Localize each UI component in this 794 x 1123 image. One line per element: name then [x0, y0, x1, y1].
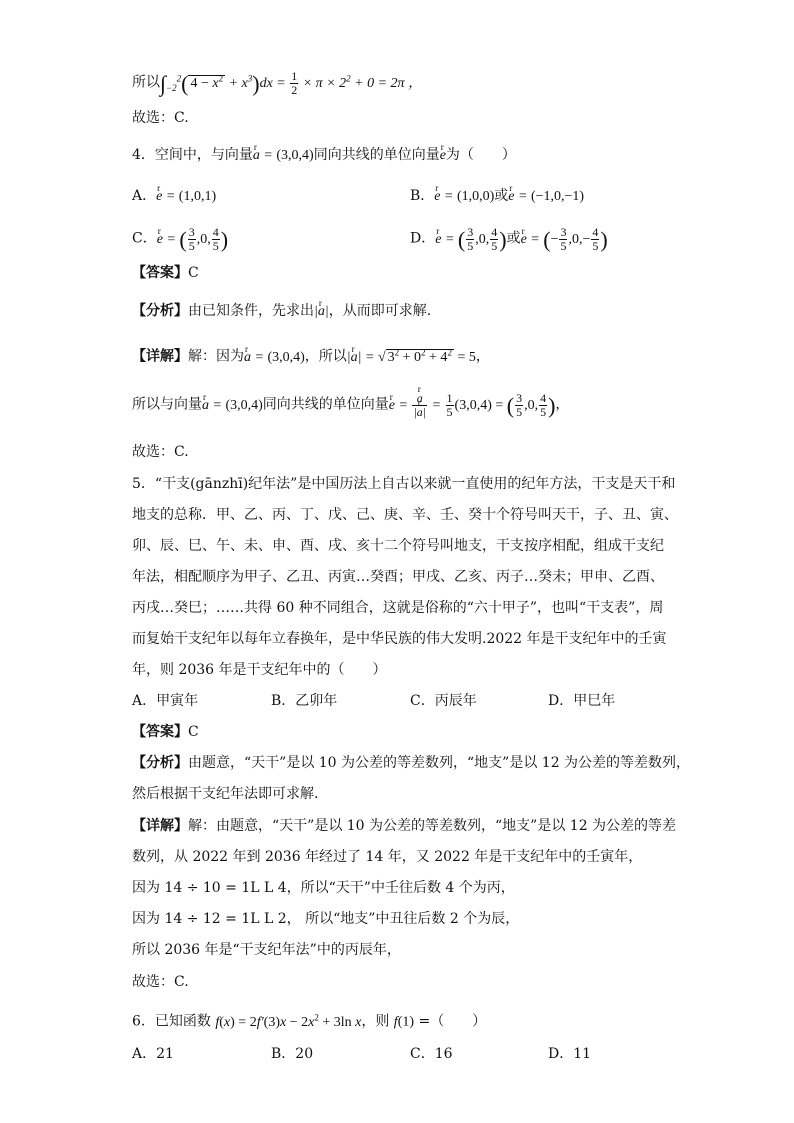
detail-tag: 【详解】 — [132, 818, 188, 834]
analysis-tag: 【分析】 — [132, 303, 188, 319]
q5-stem-line-6: 而复始干支纪年以每年立春换年，是中华民族的伟大发明.2022 年是干支纪年中的壬寅 — [132, 631, 667, 647]
detail-tag: 【详解】 — [132, 348, 188, 365]
q4-option-a[interactable]: A．r e = (1,0,1) — [132, 186, 216, 207]
q5-detail-line-4: 因为 14 ÷ 12 = 1L L 2， 所以“地支”中丑往后数 2 个为辰， — [132, 911, 520, 927]
q4-detail-line2: 所以与向量r a = (3,0,4)同向共线的单位向量r e = r $\frac{a}{\text{|r a|}}$ = $\frac{1}{5}$ (3,0,4) = ( $\frac{3}{5}$ ,0, $\frac{4}{5}$ )， — [132, 392, 569, 419]
prev-answer-line: 故选：C. — [132, 110, 189, 126]
q5-stem-line-3: 卯、辰、巳、午、未、申、酉、戌、亥十二个符号叫地支，干支按序相配，组成干支纪 — [132, 538, 664, 554]
q4-stem: 4．空间中，与向量r a = (3,0,4)同向共线的单位向量r e为（ ） — [132, 145, 516, 166]
q5-stem-line-1: 5．“干支(gānzhī)纪年法”是中国历法上自古以来就一直使用的纪年方法，干支是天干和 — [132, 476, 676, 492]
integral-prefix: 所以 — [132, 74, 160, 91]
q5-conclusion: 故选：C. — [132, 974, 189, 990]
answer-value: C — [188, 724, 199, 740]
answer-value: C — [188, 265, 199, 281]
analysis-tag: 【分析】 — [132, 755, 188, 771]
q5-answer — [132, 722, 199, 742]
q5-detail-line-5: 所以 2036 年是“干支纪年法”中的丙辰年， — [132, 942, 401, 958]
analysis-text: 由题意，“天干”是以 10 为公差的等差数列，“地支”是以 12 为公差的等差数列， — [188, 755, 691, 771]
q6-option-d[interactable]: D．11 — [548, 1046, 592, 1062]
q5-stem-line-4: 年法，相配顺序为甲子、乙丑、丙寅…癸酉；甲戌、乙亥、丙子…癸未；甲申、乙酉、 — [132, 569, 664, 585]
q4-option-d[interactable]: D．r e = ( $\frac{3}{5}$ ,0, $\frac{4}{5}$ )或r e = (− $\frac{3}{5}$ ,0,− $\frac{4}{5}$ ) — [410, 226, 608, 253]
integral-line — [132, 68, 422, 97]
q5-option-c[interactable]: C．丙辰年 — [410, 693, 477, 709]
q6-option-c[interactable]: C．16 — [410, 1046, 453, 1062]
q4-option-c[interactable]: C．r e = ( $\frac{3}{5}$ ,0, $\frac{4}{5}$ ) — [132, 226, 228, 253]
q5-detail-line-3: 因为 14 ÷ 10 = 1L L 4，所以“天干”中壬往后数 4 个为丙， — [132, 880, 515, 896]
q4-detail: 【详解】解：因为r a = (3,0,4)，所以|r a| = √ $3^2 + 0^2 + 4^2 = 5$， — [132, 342, 490, 368]
q4-analysis: 【分析】由已知条件，先求出|r a|，从而即可求解. — [132, 301, 431, 322]
q5-option-a[interactable]: A．甲寅年 — [132, 693, 199, 709]
q5-analysis-line-2: 然后根据干支纪年法即可求解. — [132, 786, 319, 802]
q4-answer — [132, 263, 199, 283]
detail-text: 解：由题意，“天干”是以 10 为公差的等差数列，“地支”是以 12 为公差的等差 — [188, 818, 677, 834]
q6-option-b[interactable]: B．20 — [271, 1046, 314, 1062]
q5-analysis-line-1 — [132, 753, 690, 773]
q5-detail-line-1 — [132, 816, 676, 836]
q5-stem-line-2: 地支的总称．甲、乙、丙、丁、戊、己、庚、辛、壬、癸十个符号叫天干，子、丑、寅、 — [132, 507, 678, 523]
q6-stem: 6．已知函数 $f(x) = 2f'(3)x - 2x^2 + 3\ln$ x，则 f(1) =（ ） — [132, 1012, 487, 1030]
q4-conclusion: 故选：C. — [132, 444, 189, 460]
answer-tag: 【答案】 — [132, 724, 188, 740]
q6-option-a[interactable]: A．21 — [132, 1046, 174, 1062]
q5-stem-line-5: 丙戌…癸巳；……共得 60 种不同组合，这就是俗称的“六十甲子”，也叫“干支表”，周 — [132, 600, 664, 616]
q5-option-b[interactable]: B．乙卯年 — [271, 693, 338, 709]
q5-option-d[interactable]: D．甲巳年 — [548, 693, 616, 709]
q4-option-b[interactable]: B．r e = (1,0,0)或r e = (−1,0,−1) — [410, 186, 584, 207]
q5-stem-line-7: 年，则 2036 年是干支纪年中的（ ） — [132, 662, 387, 678]
integral-expr: $\int_{-2}^2$( $4 - x^2 + x^3)dx$ = $\frac{1}{2}$ × $\pi \times 2^2 + 0 = 2\pi$ ， — [160, 68, 423, 97]
q5-detail-line-2: 数列，从 2022 年到 2036 年经过了 14 年，又 2022 年是干支纪年中的壬寅年， — [132, 849, 643, 865]
answer-tag: 【答案】 — [132, 265, 188, 281]
